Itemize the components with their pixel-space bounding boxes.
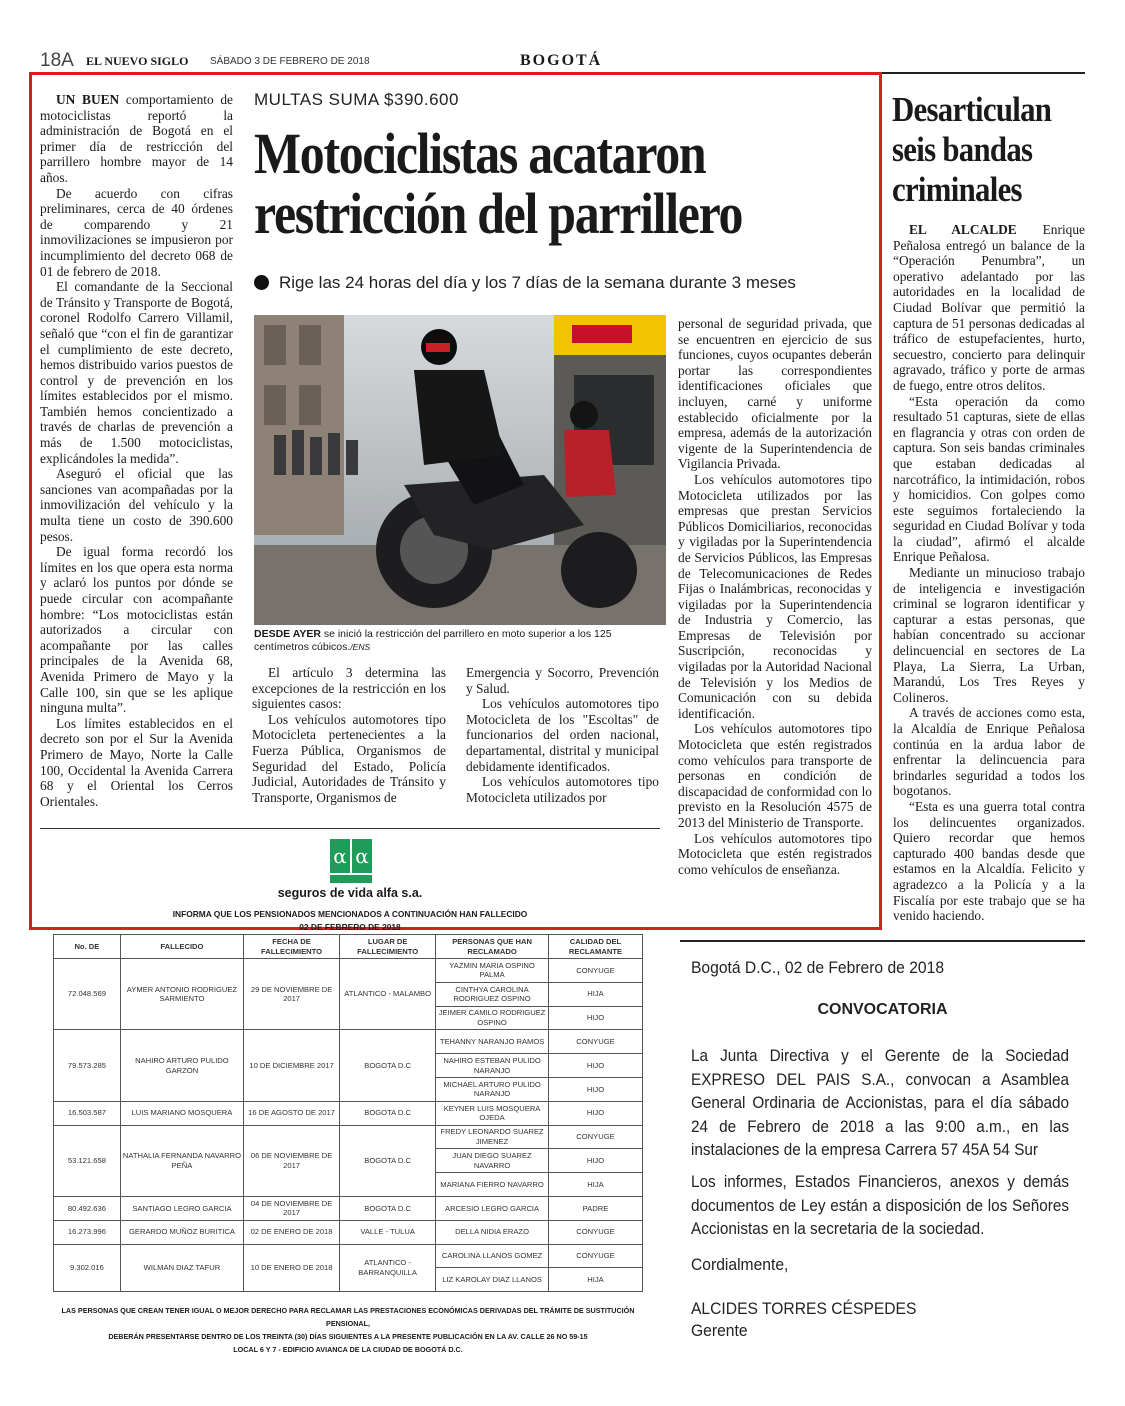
claimant-name: MICHAEL ARTURO PULIDO NARANJO: [436, 1077, 549, 1101]
page-header: [40, 48, 1085, 74]
svg-text:α: α: [355, 844, 369, 868]
deceased-id: 16.273.996: [54, 1220, 121, 1244]
paragraph: El artículo 3 determina las excepciones de la restricción en los siguientes casos:: [252, 665, 446, 712]
notice-footer: [53, 1304, 643, 1356]
deceased-id: 72.048.569: [54, 959, 121, 1030]
convocatoria-title: CONVOCATORIA: [817, 1001, 948, 1018]
paragraph: Los vehículos automotores tipo Motocicleta que estén registrados como vehículos para transporte de personas en condición de discapacidad de conformidad con lo previsto en la Resolución 4575 de 2013 del Ministerio de Transporte.: [678, 721, 872, 830]
column-header: PERSONAS QUE HAN RECLAMADO: [436, 935, 549, 959]
claimant-name: TEHANNY NARANJO RAMOS: [436, 1030, 549, 1054]
convocatoria-body: La Junta Directiva y el Gerente de la Sociedad EXPRESO DEL PAIS S.A., convocan a Asamblea General Ordinaria de Accionistas, para el día sábado 24 de Febrero de 2018 a las 9:00 a.m., en las instalaciones de la empresa Carrera 57 45A 54 Sur: [691, 1046, 1069, 1159]
claimant-relation: HIJO: [548, 1101, 642, 1125]
publication-date: SÁBADO 3 DE FEBRERO DE 2018: [210, 56, 370, 67]
photo-caption: [254, 628, 666, 654]
paragraph: personal de seguridad privada, que se encuentren en ejercicio de sus funciones, cuyos ocupantes deberán portar las correspondientes identificaciones oficiales que incluyen, carné y uniforme establecido oficialmente por la empresa, además de la autorización vigente de la Superintendencia de Vigilancia Privada.: [678, 316, 872, 472]
claimant-name: DELLA NIDIA ERAZO: [436, 1220, 549, 1244]
caption-strong: DESDE AYER: [254, 628, 321, 640]
death-date: 04 DE NOVIEMBRE DE 2017: [244, 1196, 340, 1220]
paragraph: A través de acciones como esta, la Alcaldía de Enrique Peñalosa continúa en la ardua labor de enfrentar la delincuencia para brindarles seguridad a todos los bogotanos.: [893, 705, 1085, 799]
deceased-id: 53.121.658: [54, 1125, 121, 1196]
claimant-relation: CONYUGE: [548, 1244, 642, 1268]
footer-line: LAS PERSONAS QUE CREAN TENER IGUAL O MEJOR DERECHO PARA RECLAMAR LAS PRESTACIONES ECONÓMICAS DERIVADAS DEL TRÁMITE DE SUSTITUCIÓN PENSIONAL,: [61, 1306, 635, 1328]
article-photo: [254, 315, 666, 625]
table-row: [54, 959, 643, 983]
claimant-name: ARCESIO LEGRO GARCIA: [436, 1196, 549, 1220]
alfa-info: INFORMA QUE LOS PENSIONADOS MENCIONADOS A CONTINUACIÓN HAN FALLECIDO: [172, 909, 528, 919]
alfa-notice: [40, 828, 660, 928]
claimant-name: JUAN DIEGO SUAREZ NAVARRO: [436, 1149, 549, 1173]
claimant-name: FREDY LEONARDO SUAREZ JIMENEZ: [436, 1125, 549, 1149]
death-date: 02 DE ENERO DE 2018: [244, 1220, 340, 1244]
signer-role: Gerente: [691, 1321, 748, 1340]
convocatoria-farewell: Cordialmente,: [691, 1255, 789, 1274]
paragraph: Los límites establecidos en el decreto son por el Sur la Avenida Primero de Mayo, Norte la Calle 100, Occidental la Avenida Carrera 68 y el Oriental los Cerros Orientales.: [40, 715, 233, 809]
death-date: 10 DE DICIEMBRE 2017: [244, 1030, 340, 1101]
claimant-relation: HIJA: [548, 1173, 642, 1197]
claimant-name: CAROLINA LLANOS GOMEZ: [436, 1244, 549, 1268]
death-place: ATLANTICO - BARRANQUILLA: [340, 1244, 436, 1292]
convocatoria-date: Bogotá D.C., 02 de Febrero de 2018: [691, 958, 945, 977]
claimant-relation: CONYUGE: [548, 1220, 642, 1244]
death-place: BOGOTA D.C: [340, 1196, 436, 1220]
alfa-logo-icon: [330, 839, 372, 883]
paragraph: Aseguró el oficial que las sanciones van acompañadas por la inmovilización del vehículo y la multa tiene un costo de 390.600 pesos.: [40, 466, 233, 544]
column-header: LUGAR DE FALLECIMIENTO: [340, 935, 436, 959]
paragraph: Los vehículos automotores tipo Motocicleta utilizados por las empresas que prestan Servicios Públicos Domiciliarios, reconocidas y vigiladas por la Superintendencia de Servicios Públicos, las Empresas de Telecomunicaciones de Redes Fijas o Inalámbricas, reconocidas y vigiladas por la Superintendencia de Industria y Comercio, las Empresas de Televisión por Suscripción, reconocidas y vigiladas por la Autoridad Nacional de Televisión y los Medios de Comunicación con su debida identificación.: [678, 471, 872, 721]
convocatoria-signature: [691, 1298, 916, 1342]
deceased-id: 9.302.016: [54, 1244, 121, 1292]
publication-name: EL NUEVO SIGLO: [86, 54, 189, 68]
paragraph: comportamiento de motociclistas reportó la administración de Bogotá en el primer día de restricción del parrillero hombre mayor de 14 años.: [40, 92, 233, 185]
deceased-name: GERARDO MUÑOZ BURITICA: [120, 1220, 243, 1244]
death-place: ATLANTICO - MALAMBO: [340, 959, 436, 1030]
death-date: 29 DE NOVIEMBRE DE 2017: [244, 959, 340, 1030]
article-column-2: [252, 665, 446, 805]
svg-text:α: α: [333, 844, 347, 868]
deceased-id: 80.492.636: [54, 1196, 121, 1220]
alfa-company: seguros de vida alfa s.a.: [277, 886, 423, 900]
table-row: [54, 1244, 643, 1268]
claimant-relation: HIJO: [548, 1077, 642, 1101]
deceased-name: SANTIAGO LEGRO GARCIA: [120, 1196, 243, 1220]
bullet-icon: [254, 275, 269, 290]
article-column-3: [466, 665, 659, 805]
claimant-name: LIZ KAROLAY DIAZ LLANOS: [436, 1268, 549, 1292]
signer-name: ALCIDES TORRES CÉSPEDES: [691, 1299, 917, 1318]
claimant-relation: HIJO: [548, 1149, 642, 1173]
death-place: BOGOTA D.C: [340, 1125, 436, 1196]
table-row: [54, 1101, 643, 1125]
headline: Motociclistas acataron restricción del parrillero: [254, 121, 743, 246]
claimant-relation: CONYUGE: [548, 1125, 642, 1149]
claimant-relation: CONYUGE: [548, 1030, 642, 1054]
death-date: 06 DE NOVIEMBRE DE 2017: [244, 1125, 340, 1196]
table-row: [54, 1220, 643, 1244]
footer-line: LOCAL 6 Y 7 - EDIFICIO AVIANCA DE LA CIUDAD DE BOGOTÁ D.C.: [233, 1345, 463, 1354]
claimant-name: MARIANA FIERRO NAVARRO: [436, 1173, 549, 1197]
page-number: 18A: [40, 50, 74, 71]
claimant-name: YAZMIN MARIA OSPINO PALMA: [436, 959, 549, 983]
convocatoria-body-2: Los informes, Estados Financieros, anexos y demás documentos de Ley están a disposición de los Señores Accionistas en la secretaria de la sociedad.: [691, 1172, 1069, 1238]
alfa-date: 02 DE FEBRERO DE 2018: [299, 922, 401, 930]
paragraph: Los vehículos automotores tipo Motocicleta utilizados por: [466, 774, 659, 805]
claimant-name: CINTHYA CAROLINA RODRIGUEZ OSPINO: [436, 982, 549, 1006]
section-title: BOGOTÁ: [520, 52, 603, 69]
caption-text: se inició la restricción del parrillero en moto superior a los 125 centímetros cúbicos.: [254, 628, 612, 653]
paragraph: Los vehículos automotores tipo Motocicleta pertenecientes a la Fuerza Pública, Organismos de Seguridad del Estado, Policía Judicial, Autoridades de Tránsito y Transporte, Organismos de: [252, 711, 446, 805]
paragraph: Enrique Peñalosa entregó un balance de la “Operación Penumbra”, un operativo adelantado por las autoridades en la localidad de Ciudad Bolívar que permitió la captura de 51 personas dedicadas al tráfico de estupefacientes, hurto, secuestro, concierto para delinquir agravado, tráfico y porte de armas de fuego, entre otros delitos.: [893, 222, 1085, 393]
deceased-id: 79.573.285: [54, 1030, 121, 1101]
claimant-relation: HIJO: [548, 1006, 642, 1030]
paragraph: “Esta operación da como resultado 51 capturas, siete de ellas en flagrancia y otras con orden de captura. Son seis bandas criminales que estaban dedicadas al narcotráfico, la intimidación, robos y homicidios. Con golpes como este seguimos fortaleciendo la seguridad en Ciudad Bolívar y toda la ciudad”, afirmó el alcalde Enrique Peñalosa.: [893, 393, 1085, 565]
table-row: [54, 1196, 643, 1220]
death-place: VALLE - TULUA: [340, 1220, 436, 1244]
subheadline-text: Rige las 24 horas del día y los 7 días de la semana durante 3 meses: [279, 273, 796, 292]
side-headline: Desarticulan seis bandas criminales: [892, 90, 1052, 209]
claimant-relation: PADRE: [548, 1196, 642, 1220]
deceased-id: 16.503.587: [54, 1101, 121, 1125]
deceased-name: NATHALIA FERNANDA NAVARRO PEÑA: [120, 1125, 243, 1196]
death-place: BOGOTA D.C: [340, 1030, 436, 1101]
claimant-name: KEYNER LUIS MOSQUERA OJEDA: [436, 1101, 549, 1125]
claimant-relation: CONYUGE: [548, 959, 642, 983]
deceased-name: NAHIRO ARTURO PULIDO GARZON: [120, 1030, 243, 1101]
table-row: [54, 1030, 643, 1054]
column-header: FECHA DE FALLECIMIENTO: [244, 935, 340, 959]
claimant-relation: HIJA: [548, 1268, 642, 1292]
claimant-name: JEIMER CAMILO RODRIGUEZ OSPINO: [436, 1006, 549, 1030]
death-date: 10 DE ENERO DE 2018: [244, 1244, 340, 1292]
paragraph: De acuerdo con cifras preliminares, cerca de 40 órdenes de comparendo y 21 inmovilizaciones se impusieron por incumplimiento del decreto 068 de 01 de febrero de 2018.: [40, 185, 233, 279]
deceased-name: WILMAN DIAZ TAFUR: [120, 1244, 243, 1292]
subheadline: [254, 273, 796, 293]
paragraph: El comandante de la Seccional de Tránsito y Transporte de Bogotá, coronel Rodolfo Carrero Villamil, señaló que “con el fin de garantizar el cumplimiento de este decreto, hemos distribuido varios puestos de control y de prevención en los límites establecidos por el mismo. También hemos concientizado a través de charlas de prevención a más de 1.500 motociclistas, explicándoles la medida”.: [40, 279, 233, 466]
photo-credit: /ENS: [350, 642, 371, 652]
motorcycle-photo-illustration: [254, 315, 666, 625]
side-article-body: [893, 222, 1085, 924]
paragraph: “Esta es una guerra total contra los delincuentes organizados. Quiero recordar que hemos capturado 400 bandas desde que estamos en la Alcaldía. Felicito y agradezco a la Policía y a la Fiscalía por este trabajo que se ha venido haciendo.: [893, 798, 1085, 924]
table-header-row: [54, 935, 643, 959]
claimant-relation: HIJO: [548, 1054, 642, 1078]
claimant-relation: HIJA: [548, 982, 642, 1006]
claimant-name: NAHIRO ESTEBAN PULIDO NARANJO: [436, 1054, 549, 1078]
death-date: 16 DE AGOSTO DE 2017: [244, 1101, 340, 1125]
death-place: BOGOTA D.C: [340, 1101, 436, 1125]
deceased-name: LUIS MARIANO MOSQUERA: [120, 1101, 243, 1125]
article-column-1: [40, 92, 233, 809]
deceased-table: [53, 934, 643, 1292]
paragraph: Los vehículos automotores tipo Motocicleta de los "Escoltas" de funcionarios del orden nacional, departamental, distrital y municipal debidamente identificados.: [466, 696, 659, 774]
column-header: FALLECIDO: [120, 935, 243, 959]
column-header: No. DE: [54, 935, 121, 959]
paragraph: Mediante un minucioso trabajo de inteligencia e investigación criminal se lograron identificar y capturar a estas personas, que habían concentrado su accionar delincuencial en sectores de La Playa, La Sierra, La Urban, Marandú, Los Tres Reyes y Colineros.: [893, 565, 1085, 705]
article-column-4: [678, 316, 872, 877]
paragraph: Los vehículos automotores tipo Motocicleta que estén registrados como vehículos de enseñanza.: [678, 830, 872, 877]
side-lead-strong: EL ALCALDE: [909, 222, 1017, 237]
alfa-logo: [330, 839, 372, 888]
column-header: CALIDAD DEL RECLAMANTE: [548, 935, 642, 959]
paragraph: De igual forma recordó los límites en los que opera esta norma y aclaró los puntos por dónde se puede circular con acompañante hombre: “Los motociclistas están autorizados a circular con acompañante por las calles principales de la Avenida 68, Avenida Primero de Mayo y la Calle 100, sin que se les aplique ninguna multa”.: [40, 544, 233, 716]
footer-line: DEBERÁN PRESENTARSE DENTRO DE LOS TREINTA (30) DÍAS SIGUIENTES A LA PRESENTE PUBLICACIÓN EN LA AV. CALLE 26 NO 59-15: [108, 1332, 588, 1341]
paragraph: Emergencia y Socorro, Prevención y Salud.: [466, 665, 659, 696]
convocatoria-notice: [680, 940, 1085, 1345]
lead-strong: UN BUEN: [56, 92, 120, 107]
kicker: MULTAS SUMA $390.600: [254, 90, 459, 109]
table-row: [54, 1125, 643, 1149]
deceased-name: AYMER ANTONIO RODRIGUEZ SARMIENTO: [120, 959, 243, 1030]
